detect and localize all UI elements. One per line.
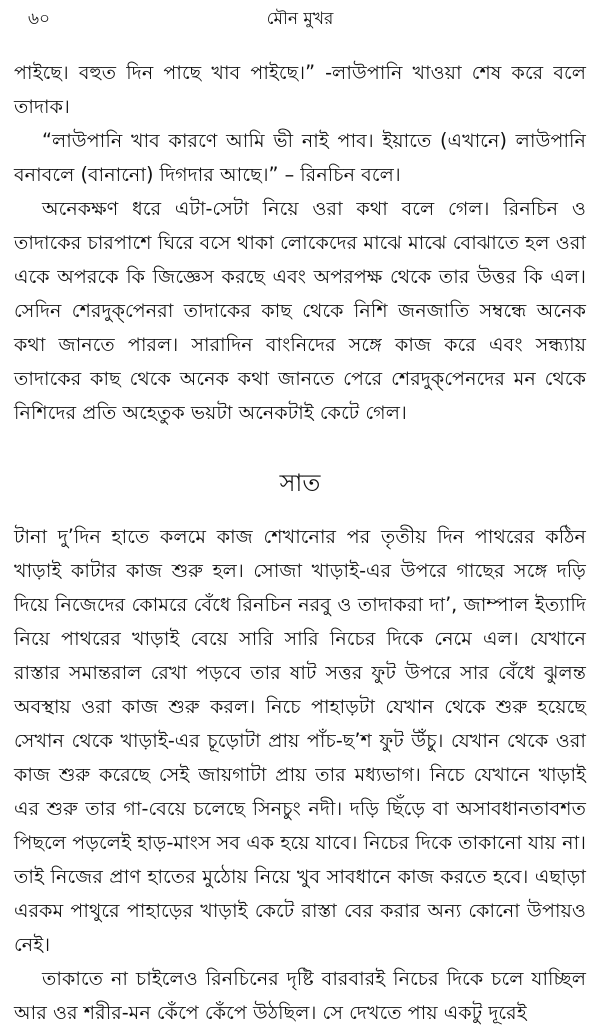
page-number: ৬০	[28, 9, 51, 29]
paragraph: “লাউপানি খাব কারণে আমি ভী নাই পাব। ইয়াতে (এখানে) লাউপানি বনাবলে (বানানো) দিগদার আছে।” – রিনচিন বলে।	[14, 129, 586, 186]
section-one	[14, 56, 586, 430]
section-two	[14, 520, 586, 1030]
running-title: মৌন মুখর	[266, 9, 334, 29]
paragraph: তাকাতে না চাইলেও রিনচিনের দৃষ্টি বারবারই নিচের দিকে চলে যাচ্ছিল আর ওর শরীর-মন কেঁপে কেঁপে উঠছিল। সে দেখতে পায় একটু দূরেই	[14, 967, 586, 1024]
paragraph: অনেকক্ষণ ধরে এটা-সেটা নিয়ে ওরা কথা বলে গেল। রিনচিন ও তাদাকের চারপাশে ঘিরে বসে থাকা লোকেদের মাঝে মাঝে বোঝাতে হল ওরা একে অপরকে কি জিজ্ঞেস করছে এবং অপরপক্ষ থেকে তার উত্তর কি এল। সেদিন শেরদুক্‌পেনরা তাদাকের কাছ থেকে নিশি জনজাতি সম্বন্ধে অনেক কথা জানতে পারল। সারাদিন বাংনিদের সঙ্গে কাজ করে এবং সন্ধ্যায় তাদাকের কাছ থেকে অনেক কথা জানতে পেরে শেরদুক্‌পেনদের মন থেকে নিশিদের প্রতি অহেতুক ভয়টা অনেকটাই কেটে গেল।	[14, 197, 586, 424]
section-heading: সাত	[279, 469, 321, 497]
paragraph: টানা দু’দিন হাতে কলমে কাজ শেখানোর পর তৃতীয় দিন পাথরের কঠিন খাড়াই কাটার কাজ শুরু হল। সোজা খাড়াই-এর উপরে গাছের সঙ্গে দড়ি দিয়ে নিজেদের কোমরে বেঁধে রিনচিন নরবু ও তাদাকরা দা’, জাম্পাল ইত্যাদি নিয়ে পাথরের খাড়াই বেয়ে সারি সারি নিচের দিকে নেমে এল। যেখানে রাস্তার সমান্তরাল রেখা পড়বে তার ষাট সত্তর ফুট উপরে সার বেঁধে ঝুলন্ত অবস্থায় ওরা কাজ শুরু করল। নিচে পাহাড়টা যেখান থেকে শুরু হয়েছে সেখান থেকে খাড়াই-এর চূড়োটা প্রায় পাঁচ-ছ’শ ফুট উঁচু। যেখান থেকে ওরা কাজ শুরু করেছে সেই জায়গাটা প্রায় তার মধ্যভাগ। নিচে যেখানে খাড়াই এর শুরু তার গা-বেয়ে চলেছে সিনচুং নদী। দড়ি ছিঁড়ে বা অসাবধানতাবশত পিছলে পড়লেই হাড়-মাংস সব এক হয়ে যাবে। নিচের দিকে তাকানো যায় না। তাই নিজের প্রাণ হাতের মুঠোয় নিয়ে খুব সাবধানে কাজ করতে হবে। এছাড়া এরকম পাথুরে পাহাড়ের খাড়াই কেটে রাস্তা বের করার অন্য কোনো উপায়ও নেই।	[14, 525, 586, 956]
paragraph: পাইছে। বহুত দিন পাছে খাব পাইছে।” -লাউপানি খাওয়া শেষ করে বলে তাদাক।	[14, 61, 586, 118]
page-header	[14, 0, 586, 44]
